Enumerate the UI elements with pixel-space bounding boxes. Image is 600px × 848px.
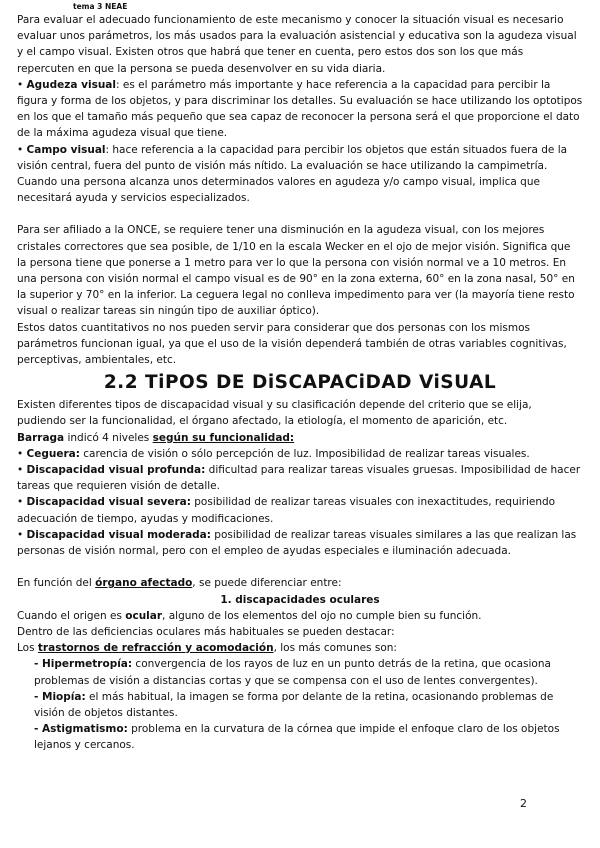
ocular-post: , alguno de los elementos del ojo no cumple bien su función. — [162, 609, 482, 622]
organ-pre: En función del — [17, 577, 96, 590]
disorder-text: problema en la curvatura de la córnea que impide el enfoque claro de los objetos lejanos y cercanos. — [34, 723, 560, 752]
bullet-campo-visual: • Campo visual: hace referencia a la capacidad para percibir los objetos que están situados fuera de la visión central, fuera del punto de visión más nítido. La evaluación se hace utilizando la campimetría. — [17, 143, 568, 172]
disorder-term: - Astigmatismo: — [34, 723, 128, 736]
barraga-line — [17, 430, 583, 446]
deficiencies-line: Dentro de las deficiencias oculares más habituales se pueden destacar: — [17, 625, 395, 638]
disorder-term: - Miopía: — [34, 690, 86, 703]
level-text: posibilidad de realizar tareas visuales con inexactitudes, requiriendo adecuación de tiempo, ayudas y modificaciones. — [17, 496, 556, 525]
once-paragraph-2: Estos datos cuantitativos no nos pueden servir para considerar que dos personas con los mismos parámetros funcionan igual, ya que el uso de la visión dependerá también de otras variables cognitivas, perceptivas, ambientales, etc. — [17, 321, 567, 367]
level-text: carencia de visión o sólo percepción de luz. Imposibilidad de realizar tareas visuales. — [79, 447, 530, 460]
intro-paragraph: Para evaluar el adecuado funcionamiento de este mecanismo y conocer la situación visual es necesario evaluar unos parámetros, los más usados para la evaluación asistencial y educativa son la agudeza visual y el campo visual. Existen otros que habrá que tener en cuenta, pero estos dos son los que más repercuten en que la persona se pueda desenvolver en su vida diaria. — [17, 14, 577, 75]
level-term: Discapacidad visual severa: — [26, 496, 191, 509]
organ-post: , se puede diferenciar entre: — [192, 577, 342, 590]
disorder-item — [17, 656, 583, 688]
bullet-term: Agudeza visual — [26, 78, 116, 91]
disorder-item — [17, 721, 583, 753]
disorders-line — [17, 640, 583, 656]
bullet-text: : hace referencia a la capacidad para percibir los objetos que están situados fuera de la visión central, fuera del punto de visión más nítido. La evaluación se hace utilizando la campimetría. — [17, 143, 568, 172]
page-content — [17, 12, 583, 754]
section-title: 2.2 TiPOS DE DiSCAPACiDAD ViSUAL — [103, 372, 497, 394]
disorders-post: , los más comunes son: — [273, 642, 397, 655]
bullet-agudeza-visual: • Agudeza visual: es el parámetro más importante y hace referencia a la capacidad para percibir la figura y forma de los objetos, y para discriminar los detalles. Su evaluación se hace utilizando los optotipos en los que el tamaño más pequeño que sea capaz de reconocer la persona será el que proporcione el dato de la máxima agudeza visual que tiene. — [17, 78, 583, 140]
level-term: Ceguera: — [26, 447, 80, 460]
subsection-title: 1. discapacidades oculares — [220, 593, 380, 606]
disorder-term: - Hipermetropía: — [34, 658, 133, 671]
page-number: 2 — [520, 797, 527, 810]
once-paragraph: Para ser afiliado a la ONCE, se requiere tener una disminución en la agudeza visual, con los mejores cristales correctores que sea posible, de 1/10 en la escala Wecker en el ojo de mejor visión. Significa que la persona tiene que ponerse a 1 metro para ver lo que la persona con visión normal ve a 10 metros. En una persona con visión normal el campo visual es de 90° en la zona externa, 60° en la zona nasal, 50° en la superior y 70° en la inferior. La ceguera legal no conlleva impedimento para ver (la mayoría tiene resto visual o realizar tareas sin ningún tipo de auxiliar óptico). — [17, 224, 575, 318]
disorders-term: trastornos de refracción y acomodación — [37, 642, 274, 655]
intro-conclusion: Cuando una persona alcanza unos determinados valores en agudeza y/o campo visual, implica que necesitará ayuda y servicios especializados. — [17, 176, 540, 205]
disorder-text: el más habitual, la imagen se forma por delante de la retina, ocasionando problemas de visión de objetos distantes. — [34, 690, 554, 719]
ocular-term: ocular — [125, 609, 163, 622]
section-intro: Existen diferentes tipos de discapacidad visual y su clasificación depende del criterio que se elija, pudiendo ser la funcionalidad, el órgano afectado, la etiología, el momento de aparición, etc. — [17, 399, 532, 428]
level-item: • Discapacidad visual profunda: dificultad para realizar tareas visuales gruesas. Imposibilidad de hacer tareas que requieren visión de detalle. — [17, 464, 581, 493]
disorder-item — [17, 689, 583, 721]
organ-criterion: órgano afectado — [95, 577, 193, 590]
level-text: dificultad para realizar tareas visuales gruesas. Imposibilidad de hacer tareas que requieren visión de detalle. — [17, 464, 581, 493]
ocular-pre: Cuando el origen es — [17, 609, 126, 622]
level-term: Discapacidad visual profunda: — [26, 464, 206, 477]
barraga-mid: indicó 4 niveles — [64, 431, 153, 444]
barraga-name: Barraga — [17, 431, 65, 444]
bullet-text: : es el parámetro más importante y hace referencia a la capacidad para percibir la figura y forma de los objetos, y para discriminar los detalles. Su evaluación se hace utilizando los optotipos en los que el tamaño más pequeño que sea capaz de reconocer la persona será el que proporcione el dato de la máxima agudeza visual que tiene. — [17, 78, 583, 140]
page-header: tema 3 NEAE — [73, 2, 128, 11]
level-item: • Discapacidad visual moderada: posibilidad de realizar tareas visuales similares a las que realizan las personas de visión normal, pero con el empleo de ayudas especiales e iluminación adecuada. — [17, 528, 577, 558]
disorders-pre: Los — [17, 642, 38, 655]
organ-line — [17, 575, 583, 591]
ocular-line — [17, 608, 583, 624]
barraga-criterion: según su funcionalidad: — [152, 431, 295, 444]
level-term: Discapacidad visual moderada: — [26, 528, 211, 541]
disorder-text: convergencia de los rayos de luz en un punto detrás de la retina, que ocasiona problemas de visión a distancias cortas y que se compensa con el uso de lentes convergentes). — [34, 658, 551, 687]
bullet-term: Campo visual — [26, 143, 106, 156]
level-text: posibilidad de realizar tareas visuales similares a las que realizan las personas de visión normal, pero con el empleo de ayudas especiales e iluminación adecuada. — [17, 528, 577, 558]
level-item: • Ceguera: carencia de visión o sólo percepción de luz. Imposibilidad de realizar tareas visuales. — [17, 447, 530, 460]
level-item: • Discapacidad visual severa: posibilidad de realizar tareas visuales con inexactitudes, requiriendo adecuación de tiempo, ayudas y modificaciones. — [17, 496, 556, 525]
